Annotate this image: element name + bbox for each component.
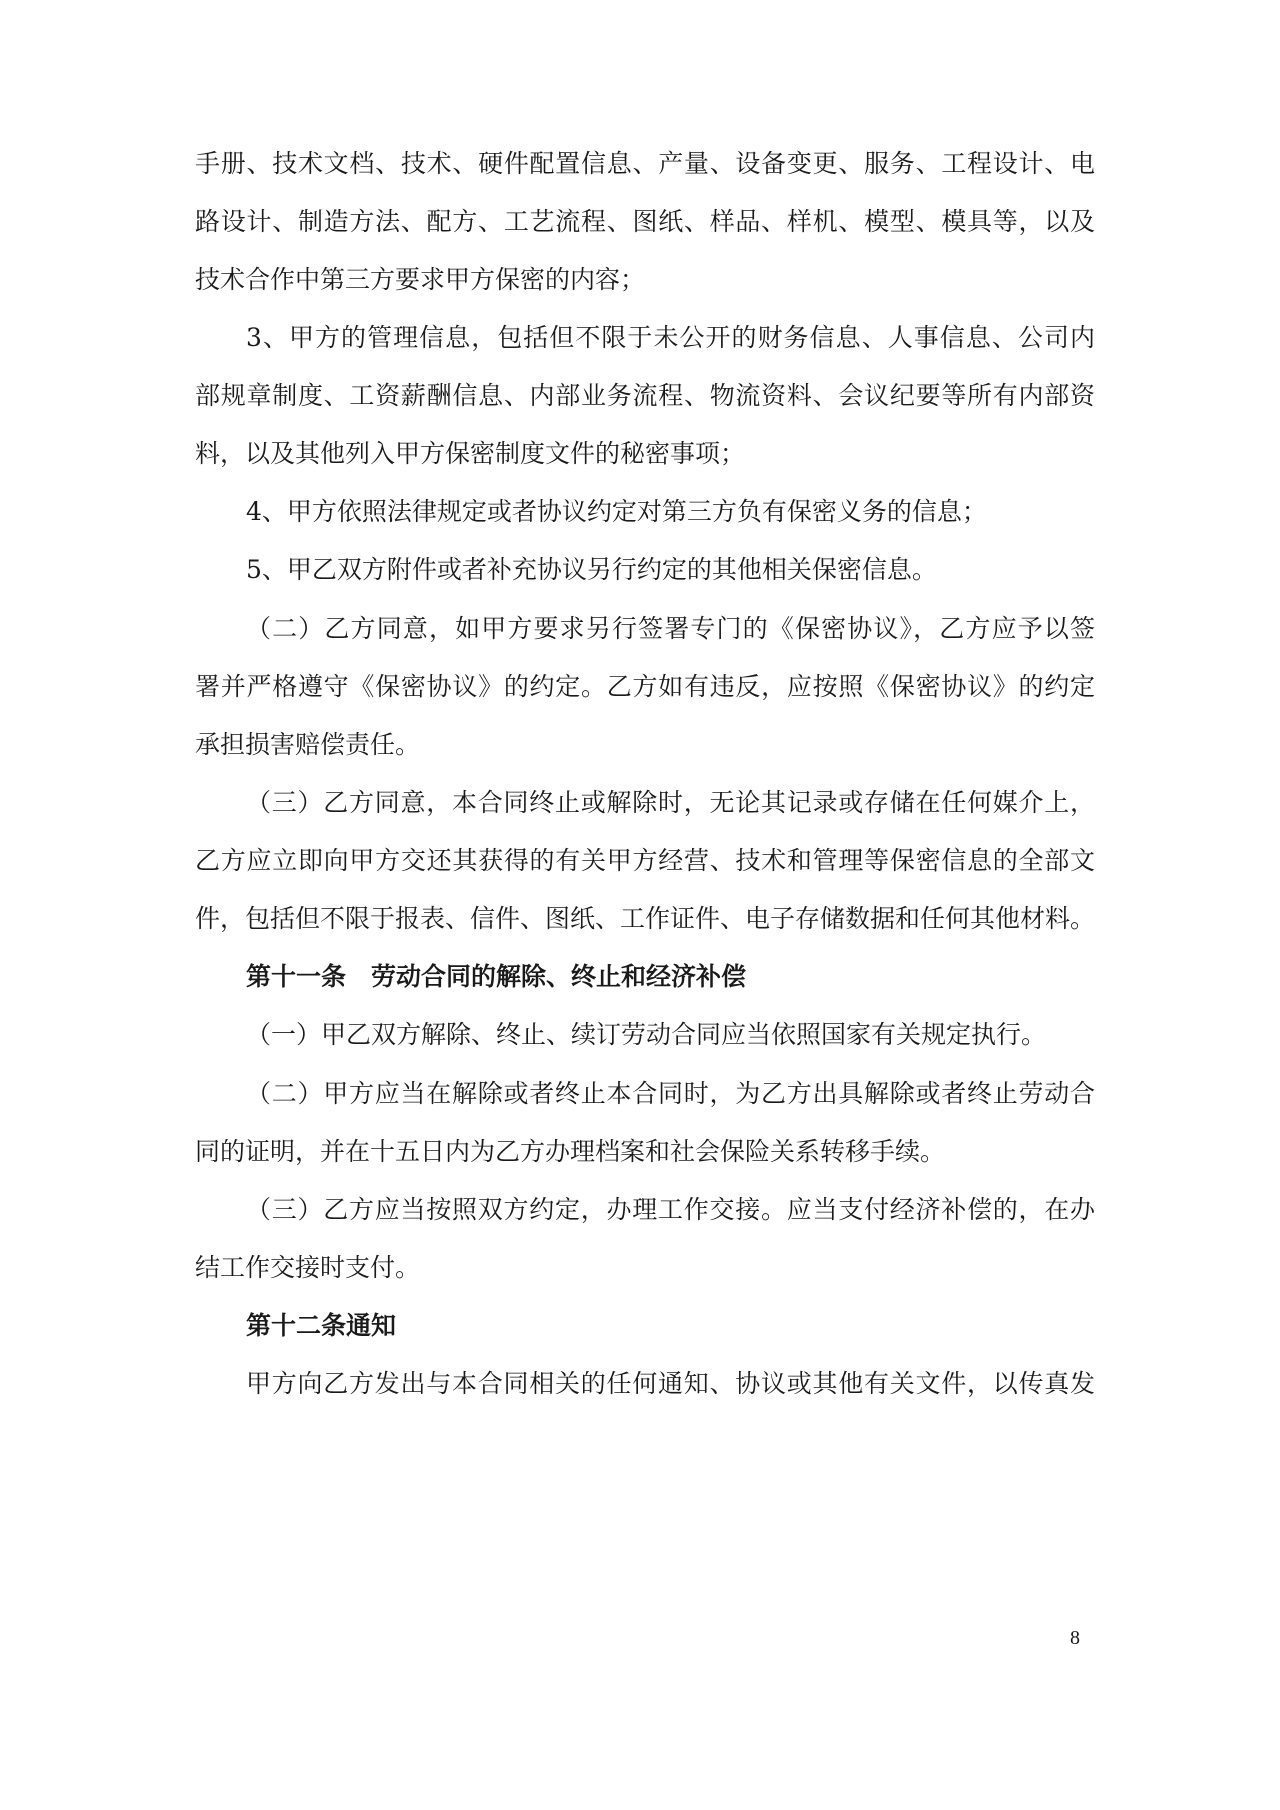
body-line: （三）乙方应当按照双方约定，办理工作交接。应当支付经济补偿的，在办 bbox=[246, 1195, 1095, 1224]
body-line: 手册、技术文档、技术、硬件配置信息、产量、设备变更、服务、工程设计、电 bbox=[195, 149, 1095, 178]
body-line: 署并严格遵守《保密协议》的约定。乙方如有违反，应按照《保密协议》的约定 bbox=[195, 672, 1095, 701]
page-number: 8 bbox=[1070, 1627, 1080, 1649]
section-heading: 第十一条 劳动合同的解除、终止和经济补偿 bbox=[246, 962, 747, 991]
body-line: 甲方向乙方发出与本合同相关的任何通知、协议或其他有关文件，以传真发 bbox=[246, 1369, 1095, 1398]
body-line: （二）乙方同意，如甲方要求另行签署专门的《保密协议》，乙方应予以签 bbox=[246, 614, 1095, 643]
body-line: 3、甲方的管理信息，包括但不限于未公开的财务信息、人事信息、公司内 bbox=[246, 323, 1095, 352]
body-line: 结工作交接时支付。 bbox=[195, 1253, 421, 1282]
body-line: （二）甲方应当在解除或者终止本合同时，为乙方出具解除或者终止劳动合 bbox=[246, 1079, 1095, 1108]
body-line: 技术合作中第三方要求甲方保密的内容； bbox=[195, 265, 646, 294]
body-line: 料，以及其他列入甲方保密制度文件的秘密事项； bbox=[195, 439, 746, 468]
body-line: 同的证明，并在十五日内为乙方办理档案和社会保险关系转移手续。 bbox=[195, 1137, 946, 1166]
body-line: 部规章制度、工资薪酬信息、内部业务流程、物流资料、会议纪要等所有内部资 bbox=[195, 381, 1095, 410]
body-line: 承担损害赔偿责任。 bbox=[195, 730, 421, 759]
section-heading: 第十二条通知 bbox=[246, 1311, 397, 1340]
body-line: 乙方应立即向甲方交还其获得的有关甲方经营、技术和管理等保密信息的全部文 bbox=[195, 846, 1095, 875]
body-line: 4、甲方依照法律规定或者协议约定对第三方负有保密义务的信息； bbox=[246, 497, 987, 526]
document-page bbox=[195, 0, 1095, 1810]
body-line: （三）乙方同意，本合同终止或解除时，无论其记录或存储在任何媒介上， bbox=[246, 788, 1095, 817]
body-line: 5、甲乙双方附件或者补充协议另行约定的其他相关保密信息。 bbox=[246, 555, 937, 584]
body-line: （一）甲乙双方解除、终止、续订劳动合同应当依照国家有关规定执行。 bbox=[246, 1020, 1047, 1049]
body-line: 路设计、制造方法、配方、工艺流程、图纸、样品、样机、模型、模具等，以及 bbox=[195, 207, 1095, 236]
body-line: 件，包括但不限于报表、信件、图纸、工作证件、电子存储数据和任何其他材料。 bbox=[195, 904, 1095, 933]
